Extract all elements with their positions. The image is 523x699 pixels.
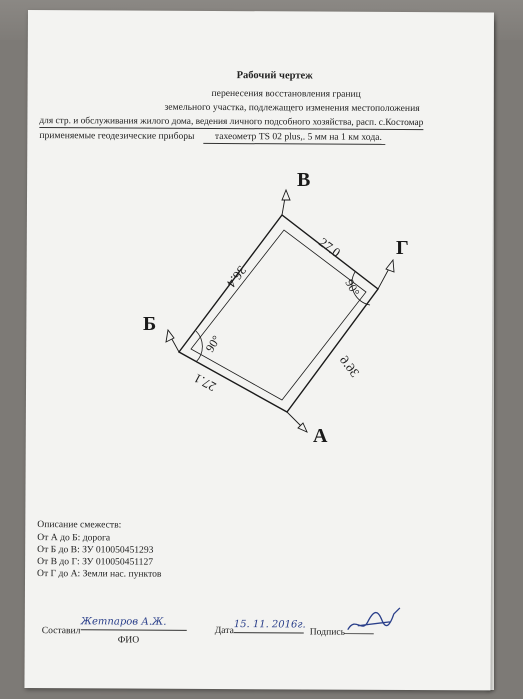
angle-label-g: 90° — [342, 276, 363, 299]
instruments-value: тахеометр TS 02 plus,. 5 мм на 1 км хода. — [203, 132, 385, 145]
adjacency-item: От Б до В: ЗУ 010050451293 — [37, 544, 154, 556]
point-label-a: А — [313, 425, 328, 447]
side-length-vg: 27.0 — [316, 234, 344, 261]
side-length-ab: 27.1 — [191, 370, 219, 395]
point-label-v: В — [297, 169, 311, 191]
angle-label-b: 90° — [202, 332, 224, 355]
doc-purpose: для стр. и обслуживания жилого дома, ведения личного подсобного хозяйства, расп. с.Костомар — [39, 117, 423, 130]
adjacency-item: От А до Б: дорога — [37, 532, 111, 544]
doc-subtitle-2: земельного участка, подлежащего изменения местоположения — [164, 101, 420, 115]
fio-label: ФИО — [117, 634, 140, 646]
composed-label: Составил — [41, 625, 81, 637]
date-label: Дата — [214, 624, 234, 637]
doc-title: Рабочий чертеж — [236, 70, 313, 82]
side-length-bv: 36.4 — [223, 263, 250, 291]
point-label-g: Г — [396, 237, 409, 259]
adjacency-item: От В до Г: ЗУ 010050451127 — [37, 556, 154, 568]
point-label-b: Б — [143, 313, 157, 335]
side-length-ga: 36.6 — [336, 352, 363, 380]
date-value: 15. 11. 2016г. — [234, 620, 304, 633]
point-arrows — [166, 190, 394, 432]
instruments-label: применяемые геодезические приборы — [39, 130, 195, 142]
doc-subtitle-1: перенесения восстановления границ — [211, 87, 361, 100]
adjacency-item: От Г до А: Земли нас. пунктов — [37, 568, 162, 580]
signature-label: Подпись — [309, 626, 346, 638]
plot-inner-boundary — [191, 230, 366, 400]
adjacency-heading: Описание смежеств: — [37, 519, 122, 531]
composed-name: Жетпаров А.Ж. — [81, 617, 187, 631]
